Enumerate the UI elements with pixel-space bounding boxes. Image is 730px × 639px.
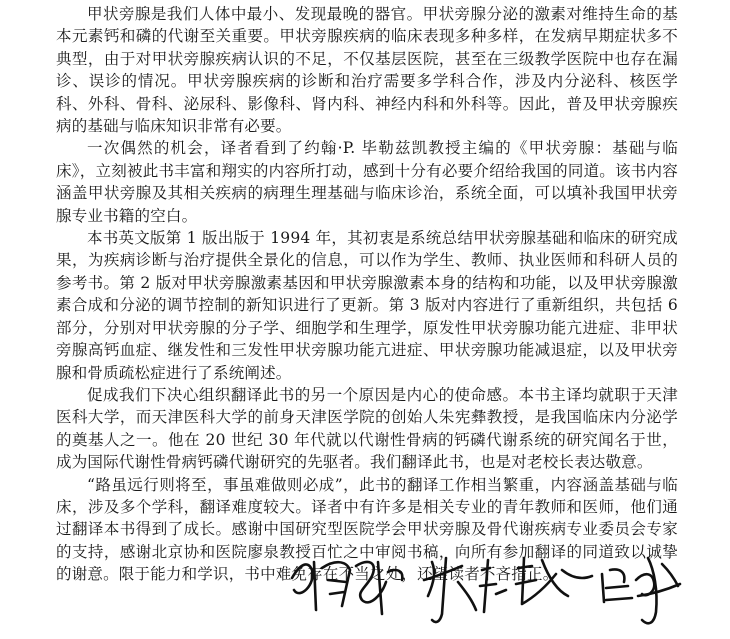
preface-paragraph-4: 促成我们下决心组织翻译此书的另一个原因是内心的使命感。本书主译均就职于天津医科大学，而天津医科大学的前身天津医学院的创始人朱宪彝教授，是我国临床内分泌学的奠基人之一。他在 20 世纪 30 年代就以代谢性骨病的钙磷代谢系统的研究闻名于世，成为国际代谢性骨病钙磷代谢研究的先驱者。我们翻译此书，也是对老校长表达敬意。 [56, 385, 678, 472]
preface-paragraph-2: 一次偶然的机会，译者看到了约翰·P. 毕勒兹凯教授主编的《甲状旁腺：基础与临床》，立刻被此书丰富和翔实的内容所打动，感到十分有必要介绍给我国的同道。该书内容涵盖甲状旁腺及其相关疾病的病理生理基础与临床诊治，系统全面，可以填补我国甲状旁腺专业书籍的空白。 [56, 139, 678, 225]
preface-paragraph-1: 甲状旁腺是我们人体中最小、发现最晚的器官。甲状旁腺分泌的激素对维持生命的基本元素钙和磷的代谢至关重要。甲状旁腺疾病的临床表现多种多样，在发病早期症状多不典型，由于对甲状旁腺疾病认识的不足，不仅基层医院，甚至在三级教学医院中也存在漏诊、误诊的情况。甲状旁腺疾病的诊断和治疗需要多学科合作，涉及内分泌科、核医学科、外科、骨科、泌尿科、影像科、肾内科、神经内科和外科等。因此，普及甲状旁腺疾病的基础与临床知识非常有必要。 [56, 5, 678, 136]
translator-signatures [286, 540, 686, 634]
preface-paragraph-5: “路虽远行则将至，事虽难做则必成”，此书的翻译工作相当繁重，内容涵盖基础与临床，涉及多个学科，翻译难度较大。译者中有许多是相关专业的青年教师和医师，他们通过翻译本书得到了成长。感谢中国研究型医院学会甲状旁腺及骨代谢疾病专业委员会专家的支持，感谢北京协和医院廖泉教授百忙之中审阅书稿，向所有参加翻译的同道致以诚挚的谢意。限于能力和学识，书中难免存在不当之处，还望读者不吝指正。 [56, 475, 678, 584]
handwritten-signature [286, 540, 686, 634]
preface-paragraph-3: 本书英文版第 1 版出版于 1994 年，其初衷是系统总结甲状旁腺基础和临床的研究成果，为疾病诊断与治疗提供全景化的信息，可以作为学生、教师、执业医师和科研人员的参考书。第 2 版对甲状旁腺激素基因和甲状旁腺激素本身的结构和功能，以及甲状旁腺激素合成和分泌的调节控制的新知识进行了更新。第 3 版对内容进行了重新组织，共包括 6 部分，分别对甲状旁腺的分子学、细胞学和生理学，原发性甲状旁腺功能亢进症、非甲状旁腺高钙血症、继发性和三发性甲状旁腺功能亢进症、甲状旁腺功能减退症，以及甲状旁腺和骨质疏松症进行了系统阐述。 [56, 229, 678, 382]
preface-body [56, 3, 678, 586]
